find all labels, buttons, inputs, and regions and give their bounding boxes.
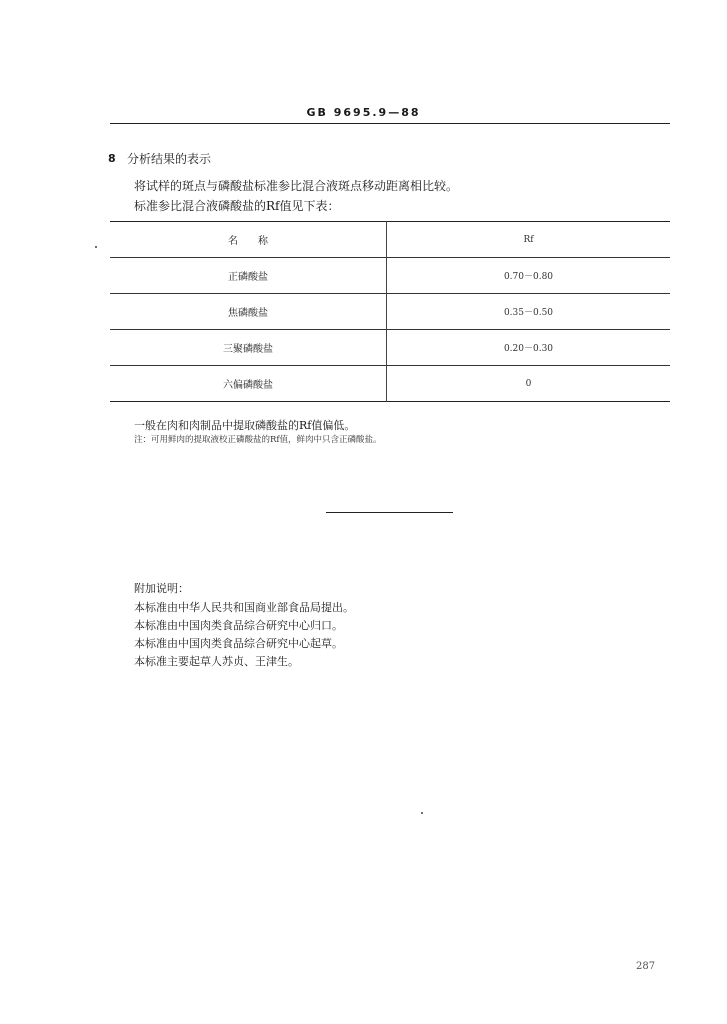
scan-speck bbox=[95, 246, 97, 248]
table-note: 注：可用鲜肉的提取液校正磷酸盐的Rf值，鲜肉中只含正磷酸盐。 bbox=[134, 435, 382, 445]
table-row bbox=[110, 366, 670, 402]
paragraph-rf-intro: 标准参比混合液磷酸盐的Rf值见下表： bbox=[134, 199, 340, 213]
table-row bbox=[110, 258, 670, 294]
section-title: 分析结果的表示 bbox=[127, 152, 212, 166]
row-name: 正磷酸盐 bbox=[110, 258, 387, 294]
additional-note-line: 本标准由中国肉类食品综合研究中心归口。 bbox=[134, 619, 343, 632]
additional-note-line: 本标准由中华人民共和国商业部食品局提出。 bbox=[134, 601, 354, 614]
section-number: 8 bbox=[108, 152, 116, 165]
header-rf: Rf bbox=[523, 234, 534, 245]
end-rule bbox=[326, 512, 453, 513]
scan-speck bbox=[421, 812, 423, 814]
additional-note-line: 本标准主要起草人苏贞、王津生。 bbox=[134, 655, 299, 668]
paragraph-comparison: 将试样的斑点与磷酸盐标准参比混合液斑点移动距离相比较。 bbox=[134, 179, 459, 193]
row-rf: 0.70－0.80 bbox=[503, 272, 554, 282]
rf-value-table bbox=[110, 221, 670, 402]
post-table-remark: 一般在肉和肉制品中提取磷酸盐的Rf值偏低。 bbox=[134, 419, 356, 432]
table-header-row bbox=[110, 222, 670, 258]
row-name: 三聚磷酸盐 bbox=[110, 330, 387, 366]
row-rf: 0.35－0.50 bbox=[503, 308, 554, 318]
row-name: 六偏磷酸盐 bbox=[110, 366, 387, 402]
additional-notes-title: 附加说明： bbox=[134, 582, 189, 595]
row-rf: 0.20－0.30 bbox=[503, 344, 554, 354]
row-rf: 0 bbox=[525, 378, 532, 389]
header-name: 名 称 bbox=[110, 222, 387, 258]
header-rule bbox=[110, 123, 670, 124]
row-name: 焦磷酸盐 bbox=[110, 294, 387, 330]
table-row bbox=[110, 294, 670, 330]
document-code-header: GB 9695.9—88 bbox=[306, 106, 421, 119]
additional-note-line: 本标准由中国肉类食品综合研究中心起草。 bbox=[134, 637, 343, 650]
page-number: 287 bbox=[636, 961, 656, 972]
table-row bbox=[110, 330, 670, 366]
